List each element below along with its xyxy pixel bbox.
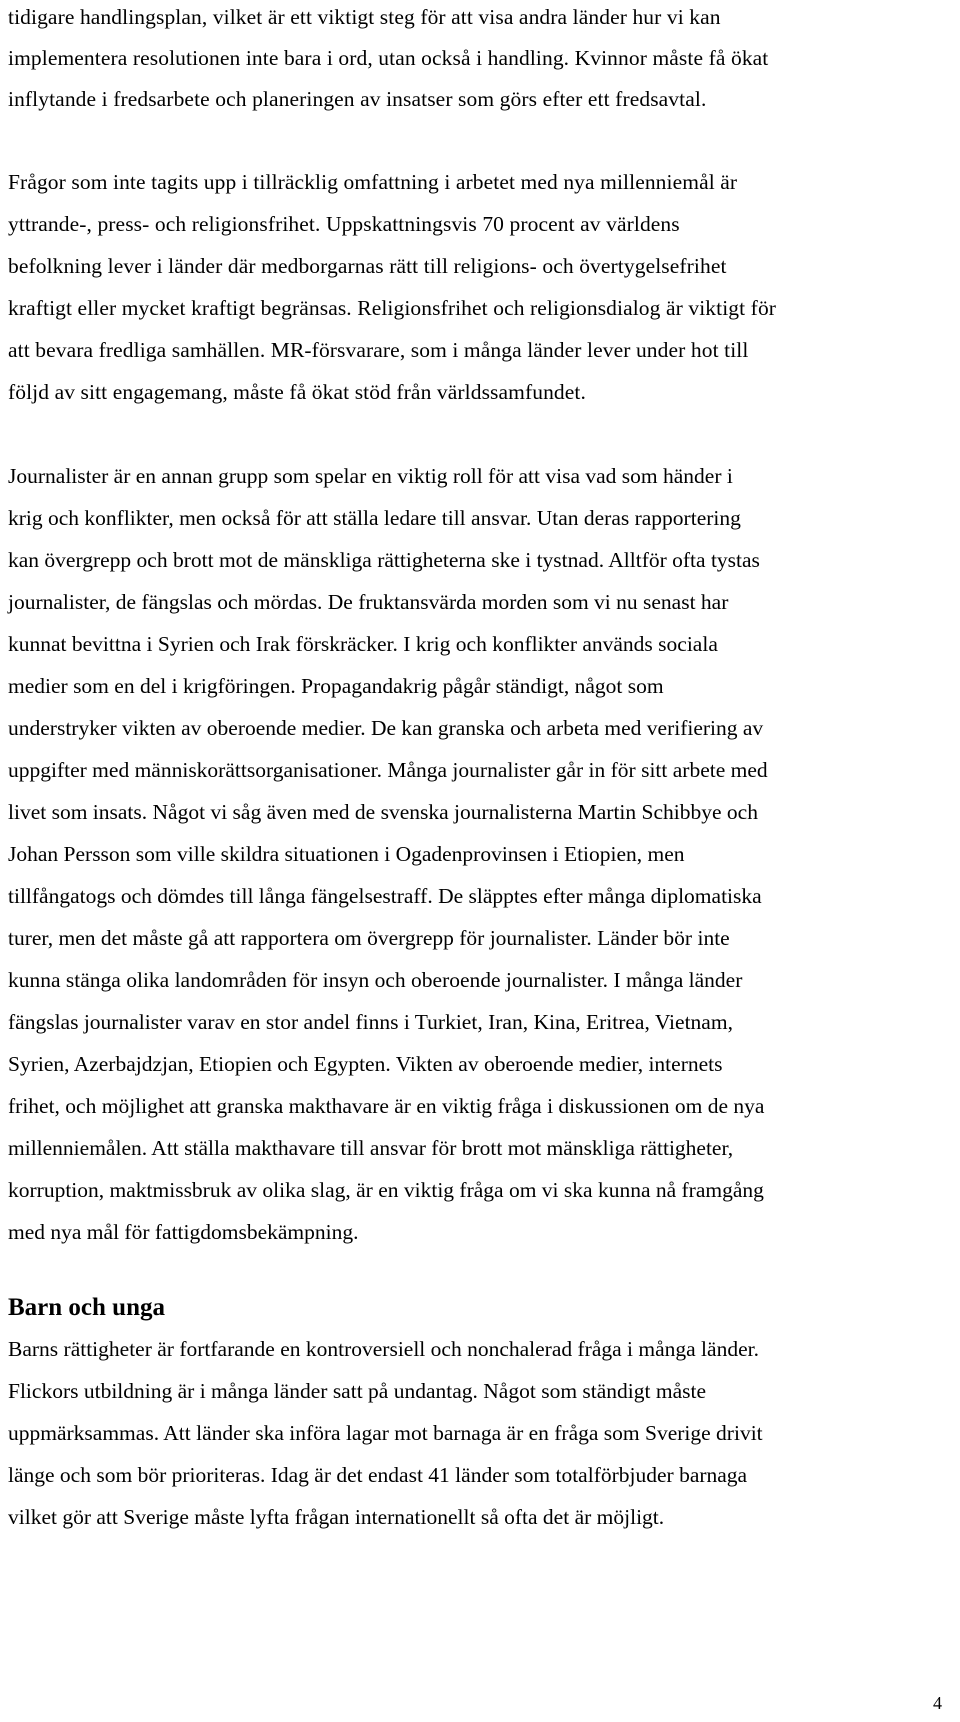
- para3-line-14: fängslas journalister varav en stor andel finns i Turkiet, Iran, Kina, Eritrea, Vietnam,: [8, 1010, 733, 1034]
- para3-line-6: medier som en del i krigföringen. Propagandakrig pågår ständigt, något som: [8, 674, 664, 698]
- para2-line-4: kraftigt eller mycket kraftigt begränsas. Religionsfrihet och religionsdialog är viktigt för: [8, 296, 777, 320]
- para4-line-5: vilket gör att Sverige måste lyfta frågan internationellt så ofta det är möjligt.: [8, 1505, 665, 1529]
- para3-line-12: turer, men det måste gå att rapportera om övergrepp för journalister. Länder bör inte: [8, 926, 730, 950]
- para3-line-15: Syrien, Azerbajdzjan, Etiopien och Egypten. Vikten av oberoende medier, internets: [8, 1052, 723, 1076]
- para3-line-19: med nya mål för fattigdomsbekämpning.: [8, 1220, 359, 1244]
- para3-line-13: kunna stänga olika landområden för insyn och oberoende journalister. I många länder: [8, 968, 743, 992]
- page-number: 4: [933, 1693, 942, 1713]
- para3-line-10: Johan Persson som ville skildra situationen i Ogadenprovinsen i Etiopien, men: [8, 842, 685, 866]
- section-heading: Barn och unga: [8, 1294, 165, 1321]
- para1-line-2: implementera resolutionen inte bara i ord, utan också i handling. Kvinnor måste få ökat: [8, 46, 769, 70]
- para2-line-5: att bevara fredliga samhällen. MR-försvarare, som i många länder lever under hot till: [8, 338, 749, 362]
- para3-line-1: Journalister är en annan grupp som spelar en viktig roll för att visa vad som händer i: [8, 464, 733, 488]
- para3-line-7: understryker vikten av oberoende medier. De kan granska och arbeta med verifiering av: [8, 716, 764, 740]
- para3-line-17: millenniemålen. Att ställa makthavare till ansvar för brott mot mänskliga rättigheter,: [8, 1136, 734, 1160]
- para1-line-3: inflytande i fredsarbete och planeringen av insatser som görs efter ett fredsavtal.: [8, 87, 707, 111]
- para3-line-18: korruption, maktmissbruk av olika slag, är en viktig fråga om vi ska kunna nå framgång: [8, 1178, 764, 1202]
- para3-line-3: kan övergrepp och brott mot de mänskliga rättigheterna ske i tystnad. Alltför ofta tystas: [8, 548, 760, 572]
- para3-line-11: tillfångatogs och dömdes till långa fängelsestraff. De släpptes efter många diplomatiska: [8, 884, 762, 908]
- para4-line-3: uppmärksammas. Att länder ska införa lagar mot barnaga är en fråga som Sverige drivit: [8, 1421, 763, 1445]
- para3-line-5: kunnat bevittna i Syrien och Irak förskräcker. I krig och konflikter används sociala: [8, 632, 718, 656]
- para3-line-16: frihet, och möjlighet att granska makthavare är en viktig fråga i diskussionen om de nya: [8, 1094, 765, 1118]
- para1-line-1: tidigare handlingsplan, vilket är ett viktigt steg för att visa andra länder hur vi kan: [8, 5, 721, 29]
- para3-line-4: journalister, de fängslas och mördas. De fruktansvärda morden som vi nu senast har: [8, 590, 729, 614]
- para3-line-9: livet som insats. Något vi såg även med de svenska journalisterna Martin Schibbye och: [8, 800, 758, 824]
- para2-line-6: följd av sitt engagemang, måste få ökat stöd från världssamfundet.: [8, 380, 586, 404]
- para4-line-1: Barns rättigheter är fortfarande en kontroversiell och nonchalerad fråga i många länder.: [8, 1337, 759, 1361]
- para4-line-2: Flickors utbildning är i många länder satt på undantag. Något som ständigt måste: [8, 1379, 707, 1403]
- para3-line-8: uppgifter med människorättsorganisationer. Många journalister går in för sitt arbete med: [8, 758, 768, 782]
- para2-line-3: befolkning lever i länder där medborgarnas rätt till religions- och övertygelsefrihet: [8, 254, 727, 278]
- para4-line-4: länge och som bör prioriteras. Idag är det endast 41 länder som totalförbjuder barnaga: [8, 1463, 748, 1487]
- para3-line-2: krig och konflikter, men också för att ställa ledare till ansvar. Utan deras rapportering: [8, 506, 741, 530]
- para2-line-2: yttrande-, press- och religionsfrihet. Uppskattningsvis 70 procent av världens: [8, 212, 680, 236]
- para2-line-1: Frågor som inte tagits upp i tillräcklig omfattning i arbetet med nya millenniemål är: [8, 170, 738, 194]
